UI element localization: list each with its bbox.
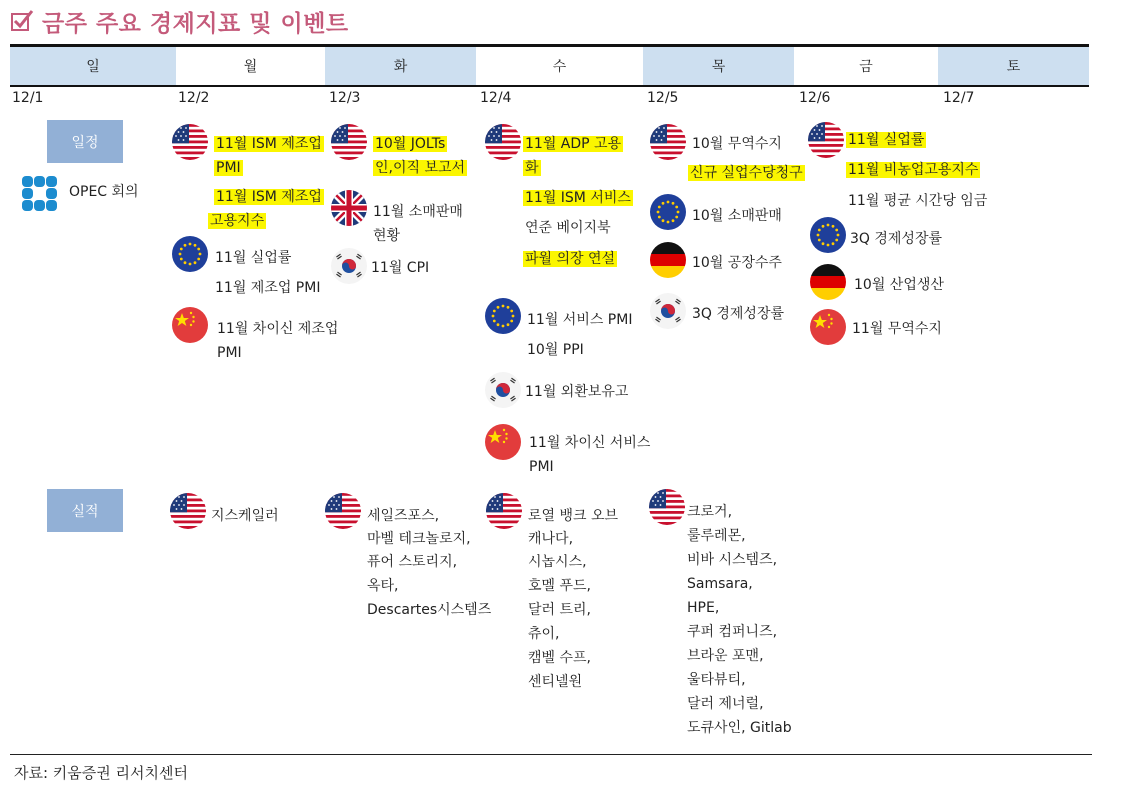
event-tue-jolts: 10월 JOLTs — [375, 136, 446, 152]
earnings-thu-6: 브라운 포맨, — [687, 648, 764, 664]
earnings-tue-3: 옥타, — [367, 578, 399, 594]
day-sat: 토 — [938, 47, 1089, 85]
event-fri-de-ip: 10월 산업생산 — [854, 277, 944, 293]
event-thu-kr-gdp: 3Q 경제성장률 — [692, 306, 784, 322]
us-flag-icon — [170, 493, 206, 529]
us-flag-icon — [650, 124, 686, 160]
date-tue: 12/3 — [329, 90, 361, 106]
cn-flag-icon — [172, 307, 208, 343]
date-mon: 12/2 — [178, 90, 210, 106]
event-fri-eu-gdp: 3Q 경제성장률 — [850, 231, 942, 247]
day-mon: 월 — [176, 47, 325, 85]
event-wed-eu-pmi: 11월 서비스 PMI — [527, 312, 633, 328]
kr-flag-icon — [650, 293, 686, 329]
uk-flag-icon — [331, 190, 367, 226]
event-wed-beige-book: 연준 베이지북 — [525, 220, 611, 236]
day-tue: 화 — [325, 47, 476, 85]
event-wed-caixin: 11월 차이신 서비스 — [529, 435, 651, 451]
weekday-header — [10, 47, 1089, 85]
us-flag-icon — [172, 124, 208, 160]
event-fri-unemp: 11월 실업률 — [848, 132, 925, 148]
event-wed-adp: 11월 ADP 고용 — [525, 136, 622, 152]
earnings-wed-1: 캐나다, — [528, 531, 574, 547]
earnings-tue-2: 퓨어 스토리지, — [367, 554, 458, 570]
eu-flag-icon — [810, 217, 846, 253]
earnings-tue-0: 세일즈포스, — [367, 508, 440, 524]
date-sun: 12/1 — [12, 90, 44, 106]
earnings-tue-4: Descartes시스템즈 — [367, 602, 492, 618]
event-wed-caixin-2: PMI — [529, 459, 554, 475]
opec-logo-icon — [20, 174, 60, 212]
event-thu-eu-retail: 10월 소매판매 — [692, 208, 782, 224]
event-opec-meeting: OPEC 회의 — [69, 184, 139, 200]
footer-rule — [10, 754, 1092, 755]
event-mon-ism-mfg: 11월 ISM 제조업 — [216, 136, 322, 152]
eu-flag-icon — [650, 194, 686, 230]
earnings-wed-2: 시놉시스, — [528, 554, 587, 570]
earnings-thu-8: 달러 제너럴, — [687, 696, 764, 712]
day-fri: 금 — [794, 47, 938, 85]
date-thu: 12/5 — [647, 90, 679, 106]
page-title: 금주 주요 경제지표 및 이벤트 — [42, 10, 349, 37]
earnings-wed-6: 캠벨 수프, — [528, 650, 591, 666]
event-fri-earnings: 11월 평균 시간당 임금 — [848, 193, 988, 209]
event-mon-caixin-2: PMI — [217, 345, 242, 361]
de-flag-icon — [650, 242, 686, 278]
event-mon-caixin: 11월 차이신 제조업 — [217, 321, 339, 337]
earnings-wed-7: 센티넬원 — [528, 674, 583, 690]
cn-flag-icon — [485, 424, 521, 460]
us-flag-icon — [325, 493, 361, 529]
checkbox-check-icon — [10, 9, 34, 33]
us-flag-icon — [331, 124, 367, 160]
earnings-thu-0: 크로거, — [687, 504, 733, 520]
earnings-mon-0: 지스케일러 — [211, 508, 279, 524]
event-tue-uk-retail: 11월 소매판매 — [373, 204, 463, 220]
event-wed-powell: 파월 의장 연설 — [525, 251, 616, 267]
earnings-thu-3: Samsara, — [687, 576, 753, 592]
event-thu-trade: 10월 무역수지 — [692, 136, 782, 152]
event-wed-ism-svc: 11월 ISM 서비스 — [525, 190, 631, 206]
us-flag-icon — [649, 489, 685, 525]
us-flag-icon — [485, 124, 521, 160]
kr-flag-icon — [485, 372, 521, 408]
earnings-thu-4: HPE, — [687, 600, 720, 616]
cn-flag-icon — [810, 309, 846, 345]
event-mon-ism-emp: 11월 ISM 제조업 — [216, 189, 322, 205]
eu-flag-icon — [485, 298, 521, 334]
eu-flag-icon — [172, 236, 208, 272]
us-flag-icon — [486, 493, 522, 529]
event-mon-eu-pmi: 11월 제조업 PMI — [215, 280, 321, 296]
event-tue-uk-retail-2: 현황 — [373, 228, 401, 244]
title-bar — [10, 4, 349, 38]
source-note: 자료: 키움증권 리서치센터 — [14, 764, 188, 782]
event-wed-eu-ppi: 10월 PPI — [527, 342, 584, 358]
earnings-wed-3: 호멜 푸드, — [528, 578, 591, 594]
event-wed-kr-fx: 11월 외환보유고 — [525, 384, 629, 400]
earnings-thu-2: 비바 시스템즈, — [687, 552, 778, 568]
event-thu-de-orders: 10월 공장수주 — [692, 255, 782, 271]
earnings-wed-0: 로열 뱅크 오브 — [528, 508, 619, 524]
earnings-tue-1: 마벨 테크놀로지, — [367, 531, 471, 547]
earnings-thu-5: 쿠퍼 컴퍼니즈, — [687, 624, 778, 640]
event-wed-adp-2: 화 — [525, 160, 539, 176]
earnings-thu-7: 울타뷰티, — [687, 672, 746, 688]
event-fri-nfp: 11월 비농업고용지수 — [848, 162, 979, 178]
date-wed: 12/4 — [480, 90, 512, 106]
event-tue-kr-cpi: 11월 CPI — [371, 260, 430, 276]
earnings-wed-5: 츄이, — [528, 626, 560, 642]
event-thu-claims: 신규 실업수당청구 — [690, 165, 803, 181]
earnings-thu-9: 도큐사인, Gitlab — [687, 720, 792, 736]
event-mon-eu-unemp: 11월 실업률 — [215, 250, 292, 266]
kr-flag-icon — [331, 248, 367, 284]
earnings-thu-1: 룰루레몬, — [687, 528, 746, 544]
de-flag-icon — [810, 264, 846, 300]
event-tue-jolts-2: 인,이직 보고서 — [375, 160, 466, 176]
event-mon-ism-emp-2: 고용지수 — [210, 213, 265, 229]
day-thu: 목 — [643, 47, 794, 85]
day-wed: 수 — [476, 47, 643, 85]
day-sun: 일 — [10, 47, 176, 85]
us-flag-icon — [808, 122, 844, 158]
schedule-label: 일정 — [47, 120, 123, 163]
earnings-wed-4: 달러 트리, — [528, 602, 591, 618]
date-sat: 12/7 — [943, 90, 975, 106]
event-mon-ism-mfg-2: PMI — [216, 160, 241, 176]
event-fri-cn-trade: 11월 무역수지 — [852, 321, 942, 337]
date-fri: 12/6 — [799, 90, 831, 106]
earnings-label: 실적 — [47, 489, 123, 532]
header-bottom-rule — [10, 85, 1089, 87]
